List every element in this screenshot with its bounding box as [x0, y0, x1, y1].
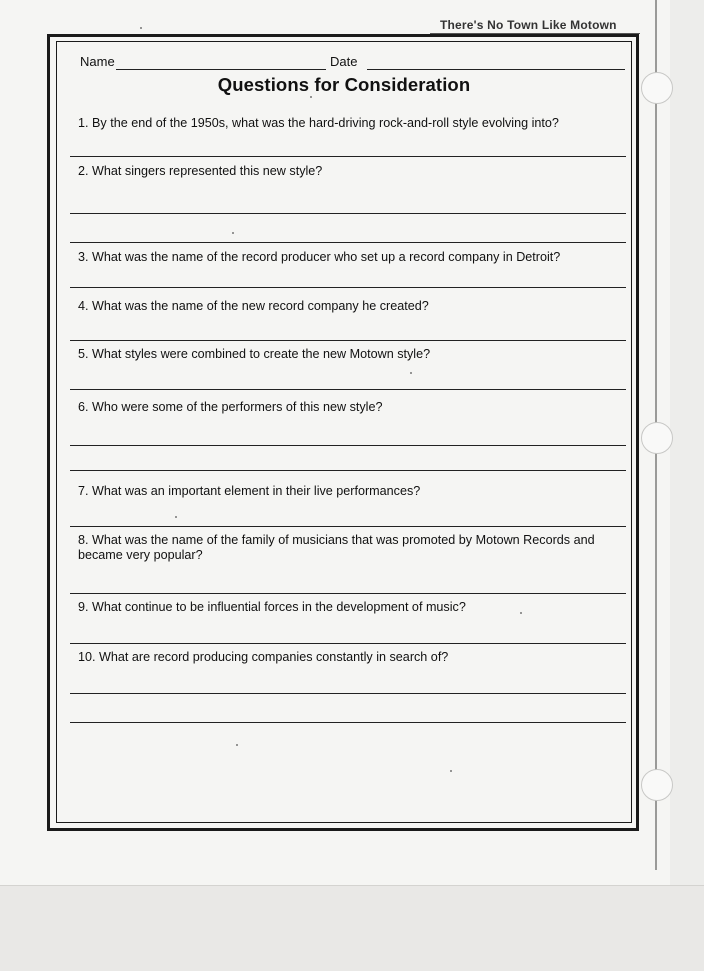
scan-speck	[140, 27, 142, 29]
scan-speck	[175, 516, 177, 518]
scan-speck	[310, 96, 312, 98]
date-label: Date	[330, 54, 358, 69]
name-date-row	[80, 54, 630, 76]
answer-line-4[interactable]	[70, 340, 626, 341]
question-1: 1. By the end of the 1950s, what was the hard-driving rock-and-roll style evolving into?	[78, 116, 559, 130]
answer-line-6a[interactable]	[70, 445, 626, 446]
answer-line-3[interactable]	[70, 287, 626, 288]
scan-speck	[520, 612, 522, 614]
scan-speck	[410, 372, 412, 374]
answer-line-10b[interactable]	[70, 722, 626, 723]
answer-line-2a[interactable]	[70, 213, 626, 214]
scan-speck	[450, 770, 452, 772]
answer-line-7[interactable]	[70, 526, 626, 527]
answer-line-8[interactable]	[70, 593, 626, 594]
binder-hole-middle	[641, 422, 673, 454]
question-3: 3. What was the name of the record producer who set up a record company in Detroit?	[78, 250, 561, 264]
question-4: 4. What was the name of the new record company he created?	[78, 299, 429, 313]
question-10: 10. What are record producing companies constantly in search of?	[78, 650, 449, 664]
scanner-bed-bottom	[0, 885, 704, 971]
question-8: 8. What was the name of the family of musicians that was promoted by Motown Records and became very popular?	[78, 533, 595, 562]
scan-speck	[232, 232, 234, 234]
binder-hole-bottom	[641, 769, 673, 801]
question-6: 6. Who were some of the performers of this new style?	[78, 400, 383, 414]
running-header: There's No Town Like Motown	[440, 18, 617, 32]
page-margin-right	[670, 0, 704, 885]
worksheet-border-inner	[56, 41, 632, 823]
name-field[interactable]	[116, 69, 326, 70]
binder-hole-top	[641, 72, 673, 104]
date-field[interactable]	[367, 69, 625, 70]
name-label: Name	[80, 54, 115, 69]
question-7: 7. What was an important element in their live performances?	[78, 484, 421, 498]
answer-line-2b[interactable]	[70, 242, 626, 243]
scan-speck	[236, 744, 238, 746]
answer-line-10a[interactable]	[70, 693, 626, 694]
page-title: Questions for Consideration	[217, 74, 471, 95]
answer-line-5[interactable]	[70, 389, 626, 390]
answer-line-1[interactable]	[70, 156, 626, 157]
question-9: 9. What continue to be influential forces in the development of music?	[78, 600, 466, 614]
question-5: 5. What styles were combined to create the new Motown style?	[78, 347, 431, 361]
question-2: 2. What singers represented this new style?	[78, 164, 323, 178]
answer-line-6b[interactable]	[70, 470, 626, 471]
answer-line-9[interactable]	[70, 643, 626, 644]
